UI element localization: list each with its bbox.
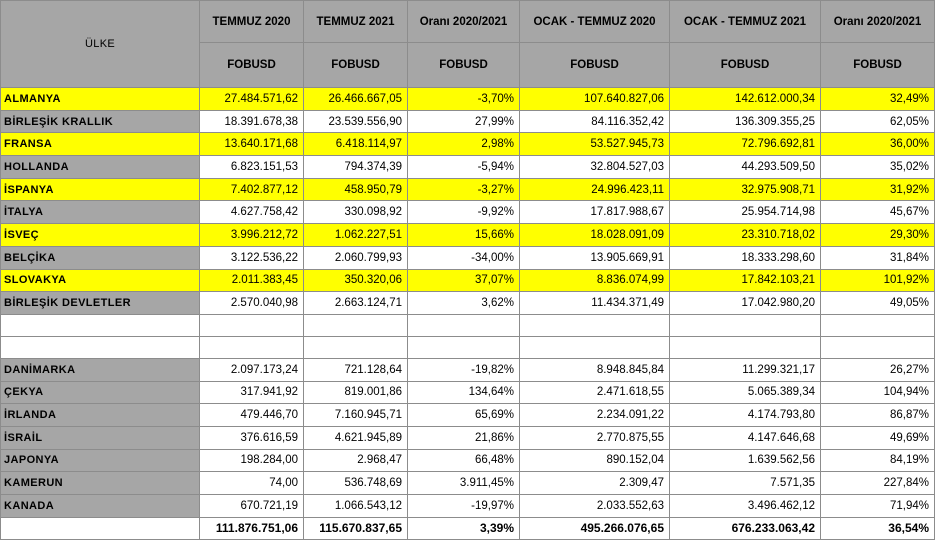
- total-cell-oran-cumulative: 36,54%: [821, 517, 935, 539]
- value-cell-temmuz-2021: 536.748,69: [304, 472, 408, 495]
- value-cell-ocak-temmuz-2021: 23.310.718,02: [670, 224, 821, 247]
- table-row: [1, 178, 935, 201]
- value-cell-oran-cumulative: 84,19%: [821, 449, 935, 472]
- country-cell: BELÇİKA: [1, 246, 200, 269]
- unit-header: FOBUSD: [520, 43, 670, 88]
- value-cell-temmuz-2020: 13.640.171,68: [200, 133, 304, 156]
- empty-cell: [670, 336, 821, 358]
- value-cell-temmuz-2021: 7.160.945,71: [304, 404, 408, 427]
- value-cell-temmuz-2020: 479.446,70: [200, 404, 304, 427]
- col-header-ocak-temmuz-2020: OCAK - TEMMUZ 2020: [520, 1, 670, 43]
- value-cell-temmuz-2020: 6.823.151,53: [200, 156, 304, 179]
- value-cell-oran-monthly: -34,00%: [408, 246, 520, 269]
- value-cell-ocak-temmuz-2021: 72.796.692,81: [670, 133, 821, 156]
- table-row: [1, 224, 935, 247]
- table-row: [1, 156, 935, 179]
- value-cell-temmuz-2021: 26.466.667,05: [304, 88, 408, 111]
- value-cell-ocak-temmuz-2021: 5.065.389,34: [670, 381, 821, 404]
- country-column-header: ÜLKE: [1, 1, 200, 88]
- value-cell-temmuz-2021: 2.060.799,93: [304, 246, 408, 269]
- value-cell-oran-monthly: 66,48%: [408, 449, 520, 472]
- value-cell-ocak-temmuz-2021: 32.975.908,71: [670, 178, 821, 201]
- empty-cell: [408, 336, 520, 358]
- value-cell-temmuz-2021: 2.968,47: [304, 449, 408, 472]
- country-cell: SLOVAKYA: [1, 269, 200, 292]
- table-row: [1, 381, 935, 404]
- value-cell-ocak-temmuz-2020: 13.905.669,91: [520, 246, 670, 269]
- country-cell: İSPANYA: [1, 178, 200, 201]
- value-cell-ocak-temmuz-2020: 11.434.371,49: [520, 292, 670, 315]
- value-cell-oran-cumulative: 31,84%: [821, 246, 935, 269]
- value-cell-temmuz-2021: 4.621.945,89: [304, 426, 408, 449]
- header-row-periods: [1, 1, 935, 43]
- value-cell-oran-monthly: -19,82%: [408, 358, 520, 381]
- value-cell-temmuz-2021: 2.663.124,71: [304, 292, 408, 315]
- value-cell-ocak-temmuz-2021: 44.293.509,50: [670, 156, 821, 179]
- value-cell-temmuz-2020: 3.122.536,22: [200, 246, 304, 269]
- total-cell-oran-monthly: 3,39%: [408, 517, 520, 539]
- empty-cell: [520, 336, 670, 358]
- value-cell-oran-monthly: 134,64%: [408, 381, 520, 404]
- value-cell-ocak-temmuz-2020: 2.234.091,22: [520, 404, 670, 427]
- value-cell-temmuz-2020: 4.627.758,42: [200, 201, 304, 224]
- value-cell-oran-cumulative: 227,84%: [821, 472, 935, 495]
- total-cell-ocak-temmuz-2021: 676.233.063,42: [670, 517, 821, 539]
- total-cell-temmuz-2020: 111.876.751,06: [200, 517, 304, 539]
- empty-cell: [670, 314, 821, 336]
- value-cell-ocak-temmuz-2020: 17.817.988,67: [520, 201, 670, 224]
- value-cell-temmuz-2021: 721.128,64: [304, 358, 408, 381]
- unit-header: FOBUSD: [408, 43, 520, 88]
- empty-cell: [520, 314, 670, 336]
- value-cell-temmuz-2021: 6.418.114,97: [304, 133, 408, 156]
- table-body: [1, 88, 935, 540]
- col-header-oran-cumulative: Oranı 2020/2021: [821, 1, 935, 43]
- value-cell-temmuz-2020: 2.011.383,45: [200, 269, 304, 292]
- value-cell-temmuz-2020: 7.402.877,12: [200, 178, 304, 201]
- unit-header: FOBUSD: [821, 43, 935, 88]
- value-cell-ocak-temmuz-2021: 11.299.321,17: [670, 358, 821, 381]
- value-cell-oran-monthly: -19,97%: [408, 495, 520, 518]
- value-cell-temmuz-2021: 1.062.227,51: [304, 224, 408, 247]
- value-cell-oran-cumulative: 49,05%: [821, 292, 935, 315]
- value-cell-oran-monthly: 37,07%: [408, 269, 520, 292]
- value-cell-ocak-temmuz-2021: 17.042.980,20: [670, 292, 821, 315]
- value-cell-oran-monthly: 3,62%: [408, 292, 520, 315]
- empty-cell: [408, 314, 520, 336]
- value-cell-ocak-temmuz-2021: 4.147.646,68: [670, 426, 821, 449]
- empty-cell: [821, 336, 935, 358]
- table-row: [1, 292, 935, 315]
- col-header-oran-monthly: Oranı 2020/2021: [408, 1, 520, 43]
- value-cell-oran-monthly: 15,66%: [408, 224, 520, 247]
- value-cell-oran-cumulative: 49,69%: [821, 426, 935, 449]
- value-cell-ocak-temmuz-2020: 18.028.091,09: [520, 224, 670, 247]
- value-cell-oran-monthly: 27,99%: [408, 110, 520, 133]
- blank-row: [1, 314, 935, 336]
- value-cell-ocak-temmuz-2021: 17.842.103,21: [670, 269, 821, 292]
- value-cell-ocak-temmuz-2021: 3.496.462,12: [670, 495, 821, 518]
- value-cell-temmuz-2021: 1.066.543,12: [304, 495, 408, 518]
- unit-header: FOBUSD: [200, 43, 304, 88]
- country-cell: İTALYA: [1, 201, 200, 224]
- table-row: [1, 472, 935, 495]
- value-cell-oran-cumulative: 29,30%: [821, 224, 935, 247]
- value-cell-ocak-temmuz-2020: 2.770.875,55: [520, 426, 670, 449]
- value-cell-oran-cumulative: 71,94%: [821, 495, 935, 518]
- country-cell: KANADA: [1, 495, 200, 518]
- value-cell-oran-monthly: -9,92%: [408, 201, 520, 224]
- empty-cell: [821, 314, 935, 336]
- value-cell-oran-cumulative: 31,92%: [821, 178, 935, 201]
- value-cell-temmuz-2021: 819.001,86: [304, 381, 408, 404]
- value-cell-temmuz-2020: 198.284,00: [200, 449, 304, 472]
- value-cell-oran-cumulative: 26,27%: [821, 358, 935, 381]
- value-cell-temmuz-2020: 376.616,59: [200, 426, 304, 449]
- country-cell: KAMERUN: [1, 472, 200, 495]
- table-row: [1, 269, 935, 292]
- empty-cell: [304, 336, 408, 358]
- country-cell: ÇEKYA: [1, 381, 200, 404]
- value-cell-temmuz-2020: 27.484.571,62: [200, 88, 304, 111]
- country-cell: FRANSA: [1, 133, 200, 156]
- value-cell-temmuz-2021: 350.320,06: [304, 269, 408, 292]
- value-cell-ocak-temmuz-2021: 25.954.714,98: [670, 201, 821, 224]
- empty-cell: [1, 314, 200, 336]
- value-cell-ocak-temmuz-2020: 2.033.552,63: [520, 495, 670, 518]
- value-cell-oran-cumulative: 36,00%: [821, 133, 935, 156]
- value-cell-ocak-temmuz-2020: 8.948.845,84: [520, 358, 670, 381]
- value-cell-temmuz-2020: 2.097.173,24: [200, 358, 304, 381]
- value-cell-oran-monthly: 2,98%: [408, 133, 520, 156]
- value-cell-ocak-temmuz-2021: 1.639.562,56: [670, 449, 821, 472]
- country-cell: BİRLEŞİK KRALLIK: [1, 110, 200, 133]
- value-cell-oran-cumulative: 101,92%: [821, 269, 935, 292]
- value-cell-temmuz-2020: 18.391.678,38: [200, 110, 304, 133]
- value-cell-oran-cumulative: 35,02%: [821, 156, 935, 179]
- value-cell-temmuz-2021: 330.098,92: [304, 201, 408, 224]
- value-cell-oran-monthly: 65,69%: [408, 404, 520, 427]
- table-row: [1, 449, 935, 472]
- blank-row: [1, 336, 935, 358]
- value-cell-oran-cumulative: 32,49%: [821, 88, 935, 111]
- value-cell-temmuz-2021: 794.374,39: [304, 156, 408, 179]
- value-cell-ocak-temmuz-2020: 890.152,04: [520, 449, 670, 472]
- country-cell: DANİMARKA: [1, 358, 200, 381]
- value-cell-oran-cumulative: 104,94%: [821, 381, 935, 404]
- value-cell-ocak-temmuz-2020: 2.471.618,55: [520, 381, 670, 404]
- value-cell-oran-monthly: -3,70%: [408, 88, 520, 111]
- table-row: [1, 88, 935, 111]
- value-cell-temmuz-2020: 3.996.212,72: [200, 224, 304, 247]
- value-cell-ocak-temmuz-2021: 142.612.000,34: [670, 88, 821, 111]
- value-cell-temmuz-2020: 317.941,92: [200, 381, 304, 404]
- country-cell: ALMANYA: [1, 88, 200, 111]
- value-cell-oran-cumulative: 86,87%: [821, 404, 935, 427]
- table-row: [1, 110, 935, 133]
- value-cell-ocak-temmuz-2020: 2.309,47: [520, 472, 670, 495]
- country-cell: İSVEÇ: [1, 224, 200, 247]
- value-cell-ocak-temmuz-2020: 8.836.074,99: [520, 269, 670, 292]
- value-cell-oran-monthly: -3,27%: [408, 178, 520, 201]
- empty-cell: [200, 336, 304, 358]
- country-cell: HOLLANDA: [1, 156, 200, 179]
- empty-cell: [304, 314, 408, 336]
- table-row: [1, 426, 935, 449]
- unit-header: FOBUSD: [304, 43, 408, 88]
- col-header-ocak-temmuz-2021: OCAK - TEMMUZ 2021: [670, 1, 821, 43]
- totals-label-cell: [1, 517, 200, 539]
- value-cell-ocak-temmuz-2021: 7.571,35: [670, 472, 821, 495]
- value-cell-oran-monthly: 21,86%: [408, 426, 520, 449]
- value-cell-ocak-temmuz-2021: 4.174.793,80: [670, 404, 821, 427]
- table-row: [1, 358, 935, 381]
- empty-cell: [1, 336, 200, 358]
- country-cell: BİRLEŞİK DEVLETLER: [1, 292, 200, 315]
- col-header-temmuz-2020: TEMMUZ 2020: [200, 1, 304, 43]
- empty-cell: [200, 314, 304, 336]
- table-row: [1, 133, 935, 156]
- value-cell-temmuz-2020: 2.570.040,98: [200, 292, 304, 315]
- value-cell-oran-monthly: 3.911,45%: [408, 472, 520, 495]
- value-cell-oran-cumulative: 45,67%: [821, 201, 935, 224]
- total-cell-ocak-temmuz-2020: 495.266.076,65: [520, 517, 670, 539]
- value-cell-oran-monthly: -5,94%: [408, 156, 520, 179]
- value-cell-ocak-temmuz-2021: 136.309.355,25: [670, 110, 821, 133]
- value-cell-temmuz-2021: 458.950,79: [304, 178, 408, 201]
- value-cell-ocak-temmuz-2020: 84.116.352,42: [520, 110, 670, 133]
- table-row: [1, 404, 935, 427]
- value-cell-ocak-temmuz-2020: 53.527.945,73: [520, 133, 670, 156]
- value-cell-ocak-temmuz-2020: 107.640.827,06: [520, 88, 670, 111]
- value-cell-temmuz-2020: 670.721,19: [200, 495, 304, 518]
- table-row: [1, 246, 935, 269]
- value-cell-ocak-temmuz-2020: 24.996.423,11: [520, 178, 670, 201]
- value-cell-ocak-temmuz-2020: 32.804.527,03: [520, 156, 670, 179]
- unit-header: FOBUSD: [670, 43, 821, 88]
- value-cell-oran-cumulative: 62,05%: [821, 110, 935, 133]
- country-cell: JAPONYA: [1, 449, 200, 472]
- totals-row: [1, 517, 935, 539]
- value-cell-temmuz-2020: 74,00: [200, 472, 304, 495]
- value-cell-ocak-temmuz-2021: 18.333.298,60: [670, 246, 821, 269]
- value-cell-temmuz-2021: 23.539.556,90: [304, 110, 408, 133]
- total-cell-temmuz-2021: 115.670.837,65: [304, 517, 408, 539]
- table-row: [1, 201, 935, 224]
- table-row: [1, 495, 935, 518]
- country-cell: İSRAİL: [1, 426, 200, 449]
- col-header-temmuz-2021: TEMMUZ 2021: [304, 1, 408, 43]
- country-cell: İRLANDA: [1, 404, 200, 427]
